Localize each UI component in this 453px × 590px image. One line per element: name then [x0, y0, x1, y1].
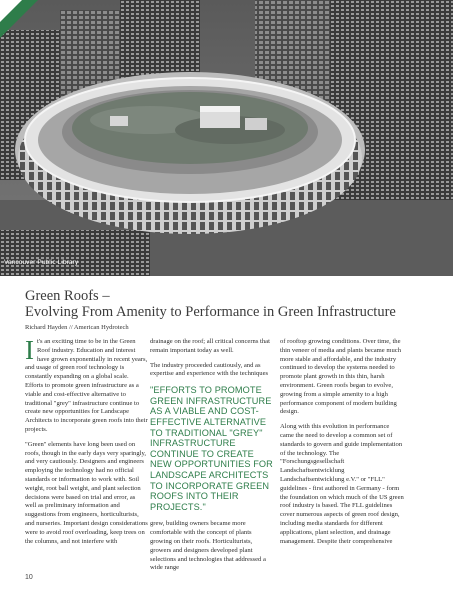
pull-quote: "EFFORTS TO PROMOTE GREEN INFRASTRUCTURE AS A VIABLE AND COST-EFFECTIVE ALTERNATIVE TO TRADITIONAL "GREY" INFRASTRUCTURE CONTINUE TO CREATE NEW OPPORTUNITIES FOR LANDSCAPE ARCHITECTS TO INCORPORATE GREEN ROOFS INTO THEIR PROJECTS." — [150, 385, 273, 512]
library-aerial-photo — [0, 0, 453, 276]
article-byline: Richard Hayden // American Hydrotech — [25, 324, 129, 331]
paragraph-text: t's an exciting time to be in the Green Roof industry. Education and interest have grown exponentially in recent years, and usage of green roof technology is constantly expanding on a global scale. Efforts to promote green infrastructure as a viable and cost-effective alternative to traditional "grey" infrastructure continue to create new opportunities for Landscape Architects to incorporate green roofs into their projects. — [25, 338, 148, 433]
paragraph — [25, 335, 148, 435]
paragraph: Along with this evolution in performance came the need to develop a common set of standards to govern and guide implementation of the technology. The "Forschungsgesellschaft Landschaftsentwicklung Landschaftsentwicklung e.V." or "FLL" guidelines - first authored in Germany - form the foundation on which much of the US green roof industry is based. The FLL guidelines cover numerous aspects of green roof design, including media standards for different applications, plant selection, and drainage management. Despite their comprehensive — [280, 423, 404, 545]
paragraph: grew, building owners became more comfortable with the concept of plants growing on their roofs. Horticulturists, growers and designers developed plant selections and technologies that addressed a wide range — [150, 520, 266, 572]
paragraph: "Green" elements have long been used on roofs, though in the early days very sparingly, and very cautiously. Designers and engineers employing the technology had no official standards or information to work with. Soil weight, root ball weight, and plant selection decisions were based on trial and error, as well as preliminary information and suggestions from engineers, horticulturists, and nurseries. Important design considerations were to avoid roof overloading, keep trees on the columns, and not interfere with — [25, 440, 148, 545]
column-2 — [150, 338, 274, 579]
drop-cap: I — [25, 335, 34, 365]
column-3 — [280, 338, 404, 552]
photo-caption: Vancouver Public Library — [4, 259, 79, 266]
paragraph: The industry proceeded cautiously, and as expertise and experience with the techniques — [150, 361, 269, 378]
column-1 — [25, 335, 148, 552]
paragraph: of rooftop growing conditions. Over time, the thin veneer of media and plants became much more stable and affordable, and the industry continued to develop the systems needed to promote plant growth in this thin, harsh environment. Green roofs began to evolve, growing from a simple amenity to a high performance component of modern building design. — [280, 338, 402, 416]
paragraph: drainage on the roof; all critical concerns that remain important today as well. — [150, 338, 270, 354]
article-title — [25, 288, 435, 320]
article-title-line2: Evolving From Amenity to Performance in Green Infrastructure — [25, 304, 396, 320]
article-photo — [0, 0, 453, 276]
page-number: 10 — [25, 574, 33, 581]
article-title-line1: Green Roofs – — [25, 288, 110, 304]
corner-cutout — [0, 0, 22, 22]
